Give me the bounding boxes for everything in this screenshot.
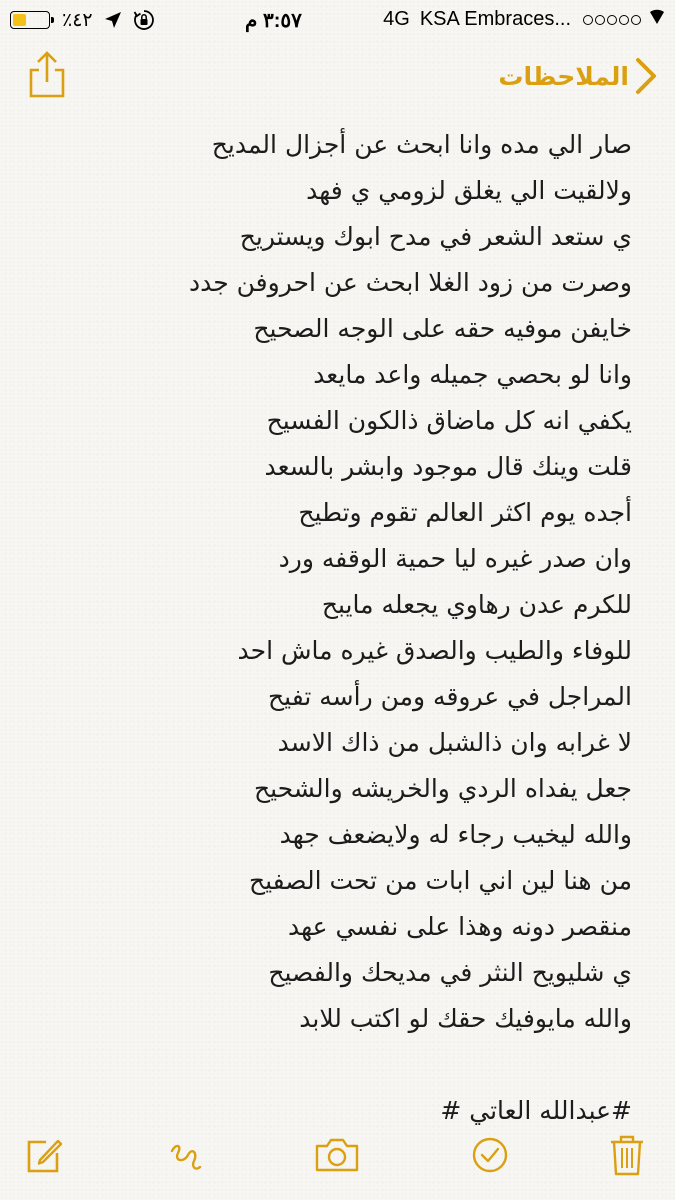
location-arrow-icon [103, 10, 123, 30]
checklist-button[interactable] [466, 1131, 514, 1179]
trash-icon [607, 1133, 647, 1177]
signal-dot [583, 15, 593, 25]
battery-icon [10, 11, 50, 29]
sketch-icon [166, 1135, 206, 1175]
status-bar-right [383, 8, 665, 31]
note-line: للكرم عدن رهاوي يجعله مايبح [321, 590, 632, 619]
status-bar [0, 0, 675, 40]
signal-dot [607, 15, 617, 25]
rotation-lock-icon [133, 9, 155, 31]
note-line: قلت وينك قال موجود وابشر بالسعد [264, 452, 632, 481]
network-type: 4G [383, 8, 410, 30]
camera-button[interactable] [313, 1131, 361, 1179]
signal-dot [619, 15, 629, 25]
note-line: ي شليويح النثر في مديحك والفصيح [268, 958, 632, 987]
signal-strength-icon [581, 15, 641, 25]
note-line: خايفن موفيه حقه على الوجه الصحيح [253, 314, 632, 343]
compose-icon [24, 1135, 64, 1175]
note-line: أجده يوم اكثر العالم تقوم وتطيح [298, 498, 632, 527]
share-icon [25, 50, 69, 100]
checklist-icon [470, 1135, 510, 1175]
nav-bar [0, 40, 675, 112]
sketch-button[interactable] [162, 1131, 210, 1179]
back-button[interactable] [498, 54, 657, 98]
note-line: ولالقيت الي يغلق لزومي ي فهد [306, 176, 632, 205]
note-line: جعل يفداه الردي والخريشه والشحيح [253, 774, 632, 803]
chevron-right-icon [635, 57, 657, 95]
note-line: يكفي انه كل ماضاق ذالكون الفسيح [266, 406, 632, 435]
note-line: وانا لو بحصي جميله واعد مايعد [313, 360, 632, 389]
note-line: والله ليخيب رجاء له ولايضعف جهد [279, 820, 632, 849]
note-line: المراجل في عروقه ومن رأسه تفيح [268, 682, 632, 711]
note-line: منقصر دونه وهذا على نفسي عهد [287, 912, 632, 941]
carrier-name: KSA Embraces... [419, 8, 571, 30]
blank-line [32, 1042, 632, 1088]
back-label: الملاحظات [498, 61, 629, 91]
trash-button[interactable] [603, 1131, 651, 1179]
bottom-toolbar [0, 1125, 675, 1185]
battery-level [13, 14, 26, 26]
status-time: ٣:٥٧ م [245, 10, 302, 32]
note-line: صار الي مده وانا ابحث عن أجزال المديح [211, 130, 632, 159]
camera-icon [313, 1135, 361, 1175]
wifi-icon [649, 8, 665, 31]
note-line: لا غرابه وان ذالشبل من ذاك الاسد [277, 728, 632, 757]
note-line: وصرت من زود الغلا ابحث عن احروفن جدد [189, 268, 632, 297]
share-button[interactable] [25, 50, 69, 100]
note-signature: #عبدالله العاتي # [440, 1096, 632, 1125]
status-bar-left [10, 6, 155, 34]
signal-dot [631, 15, 641, 25]
note-line: والله مايوفيك حقك لو اكتب للابد [299, 1004, 632, 1033]
note-line: من هنا لين اني ابات من تحت الصفيح [248, 866, 632, 895]
note-line: للوفاء والطيب والصدق غيره ماش احد [237, 636, 632, 665]
note-line: وان صدر غيره ليا حمية الوقفه ورد [278, 544, 632, 573]
note-line: ي ستعد الشعر في مدح ابوك ويستريح [239, 222, 632, 251]
note-body[interactable] [32, 122, 632, 1134]
compose-button[interactable] [20, 1131, 68, 1179]
battery-percent: ٪٤٢ [62, 9, 93, 31]
signal-dot [595, 15, 605, 25]
